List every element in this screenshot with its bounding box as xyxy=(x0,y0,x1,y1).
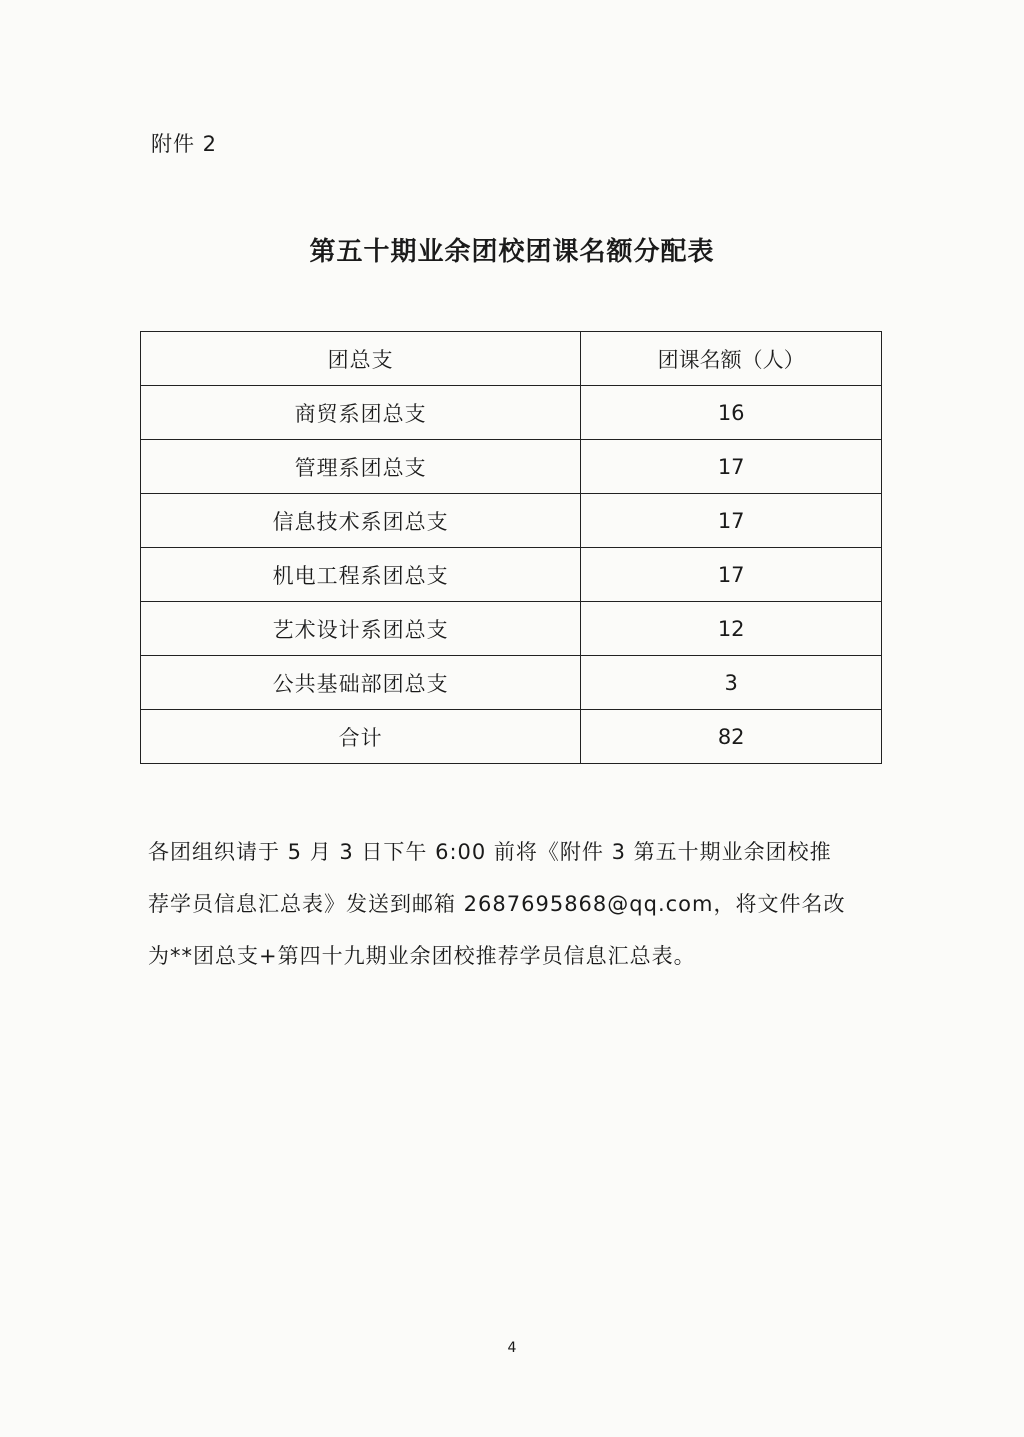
branch-cell: 商贸系团总支 xyxy=(141,386,581,440)
table-header-row xyxy=(141,332,882,386)
column-header-quota: 团课名额（人） xyxy=(581,332,882,386)
total-value-cell: 82 xyxy=(581,710,882,764)
table-row xyxy=(141,494,882,548)
table-row xyxy=(141,602,882,656)
quota-cell: 16 xyxy=(581,386,882,440)
branch-cell: 艺术设计系团总支 xyxy=(141,602,581,656)
quota-cell: 3 xyxy=(581,656,882,710)
branch-cell: 公共基础部团总支 xyxy=(141,656,581,710)
branch-cell: 机电工程系团总支 xyxy=(141,548,581,602)
quota-cell: 17 xyxy=(581,548,882,602)
page-number: 4 xyxy=(507,1340,517,1356)
notice-paragraph xyxy=(148,826,888,982)
branch-cell: 管理系团总支 xyxy=(141,440,581,494)
notice-line: 为**团总支+第四十九期业余团校推荐学员信息汇总表。 xyxy=(148,944,696,968)
total-label-cell: 合计 xyxy=(141,710,581,764)
quota-table xyxy=(140,331,882,764)
notice-line: 荐学员信息汇总表》发送到邮箱 2687695868@qq.com，将文件名改 xyxy=(148,892,846,916)
notice-line: 各团组织请于 5 月 3 日下午 6:00 前将《附件 3 第五十期业余团校推 xyxy=(148,840,832,864)
table-row xyxy=(141,548,882,602)
quota-cell: 17 xyxy=(581,494,882,548)
table-row xyxy=(141,386,882,440)
page-title: 第五十期业余团校团课名额分配表 xyxy=(309,237,715,267)
quota-cell: 12 xyxy=(581,602,882,656)
table-row xyxy=(141,656,882,710)
quota-cell: 17 xyxy=(581,440,882,494)
table-row xyxy=(141,440,882,494)
total-row xyxy=(141,710,882,764)
attachment-label: 附件 2 xyxy=(151,132,218,156)
column-header-branch: 团总支 xyxy=(141,332,581,386)
branch-cell: 信息技术系团总支 xyxy=(141,494,581,548)
